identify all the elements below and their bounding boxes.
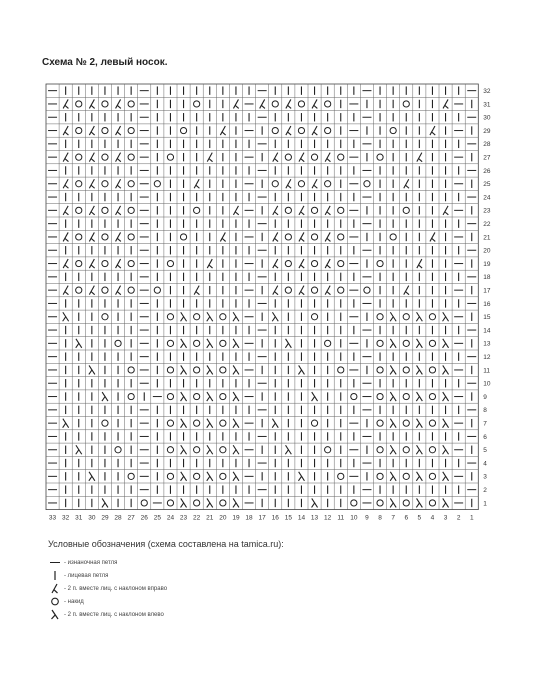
column-label: 28 xyxy=(114,514,122,522)
legend-label: - 2 п. вместе лиц. с наклоном влево xyxy=(64,611,164,618)
row-label: 22 xyxy=(483,220,491,228)
column-label: 12 xyxy=(324,514,332,522)
column-label: 19 xyxy=(232,514,240,522)
row-label: 20 xyxy=(483,247,491,255)
column-label: 21 xyxy=(206,514,214,522)
row-label: 13 xyxy=(483,340,491,348)
column-label: 5 xyxy=(417,514,422,522)
circle-icon xyxy=(48,595,62,608)
row-label: 29 xyxy=(483,127,491,135)
column-label: 8 xyxy=(378,514,382,522)
column-label: 24 xyxy=(166,514,175,522)
row-label: 30 xyxy=(483,114,491,122)
column-label: 17 xyxy=(258,514,266,522)
row-label: 3 xyxy=(483,473,487,481)
row-label: 15 xyxy=(483,314,491,322)
row-label: 18 xyxy=(483,274,491,282)
column-label: 10 xyxy=(350,514,358,522)
column-label: 27 xyxy=(127,514,135,522)
column-label: 32 xyxy=(62,514,70,522)
row-label: 31 xyxy=(483,101,491,109)
row-label: 17 xyxy=(483,287,491,295)
legend-item-k2tog-left xyxy=(48,608,167,621)
row-label: 12 xyxy=(483,353,491,361)
column-label: 14 xyxy=(297,514,306,522)
dash-icon xyxy=(48,556,62,569)
column-label: 9 xyxy=(365,514,369,522)
column-label: 22 xyxy=(193,514,201,522)
row-label: 19 xyxy=(483,260,491,268)
row-label: 10 xyxy=(483,380,491,388)
row-label: 11 xyxy=(483,367,491,375)
legend-label: - лицевая петля xyxy=(64,572,109,579)
legend-label: - изнаночная петля xyxy=(64,559,118,566)
row-label: 5 xyxy=(483,447,487,455)
legend-item-knit xyxy=(48,569,167,582)
row-label: 32 xyxy=(483,87,491,95)
row-label: 28 xyxy=(483,141,491,149)
lambda-icon xyxy=(48,608,62,621)
row-label: 24 xyxy=(483,194,491,202)
legend-label: - 2 п. вместе лиц. с наклоном вправо xyxy=(64,585,168,592)
row-label: 6 xyxy=(483,433,487,441)
row-label: 2 xyxy=(483,486,487,494)
chart-title: Схема № 2, левый носок. xyxy=(42,57,168,68)
column-label: 3 xyxy=(443,514,448,522)
row-label: 9 xyxy=(483,393,487,401)
row-label: 4 xyxy=(483,460,487,468)
row-label: 21 xyxy=(483,234,491,242)
column-label: 26 xyxy=(140,514,148,522)
legend-label: - накид xyxy=(64,598,84,605)
right-lean-decrease-icon xyxy=(48,582,62,595)
row-label: 8 xyxy=(483,407,487,415)
column-label: 30 xyxy=(88,514,96,522)
legend-item-k2tog-right xyxy=(48,582,167,595)
row-label: 26 xyxy=(483,167,491,175)
row-label: 25 xyxy=(483,181,491,189)
row-label: 7 xyxy=(483,420,487,428)
legend-title: Условные обозначения (схема составлена на tamica.ru): xyxy=(48,539,284,549)
column-label: 33 xyxy=(48,514,57,522)
column-label: 6 xyxy=(404,514,409,522)
row-label: 1 xyxy=(483,500,487,508)
column-label: 11 xyxy=(337,514,345,522)
row-label: 14 xyxy=(483,327,491,335)
column-label: 25 xyxy=(153,514,161,522)
row-label: 27 xyxy=(483,154,491,162)
column-label: 18 xyxy=(245,514,253,522)
row-label: 16 xyxy=(483,300,491,308)
column-label: 4 xyxy=(430,514,435,522)
legend xyxy=(48,556,167,621)
legend-item-yo xyxy=(48,595,167,608)
vertical-bar-icon xyxy=(48,569,62,582)
column-label: 16 xyxy=(271,514,279,522)
row-label: 23 xyxy=(483,207,491,215)
column-label: 1 xyxy=(469,514,474,522)
column-label: 31 xyxy=(75,514,83,522)
column-label: 2 xyxy=(456,514,461,522)
column-label: 29 xyxy=(101,514,109,522)
column-label: 15 xyxy=(284,514,292,522)
column-label: 13 xyxy=(310,514,319,522)
column-label: 23 xyxy=(179,514,188,522)
column-label: 7 xyxy=(391,514,395,522)
legend-item-purl xyxy=(48,556,167,569)
column-label: 20 xyxy=(219,514,227,522)
